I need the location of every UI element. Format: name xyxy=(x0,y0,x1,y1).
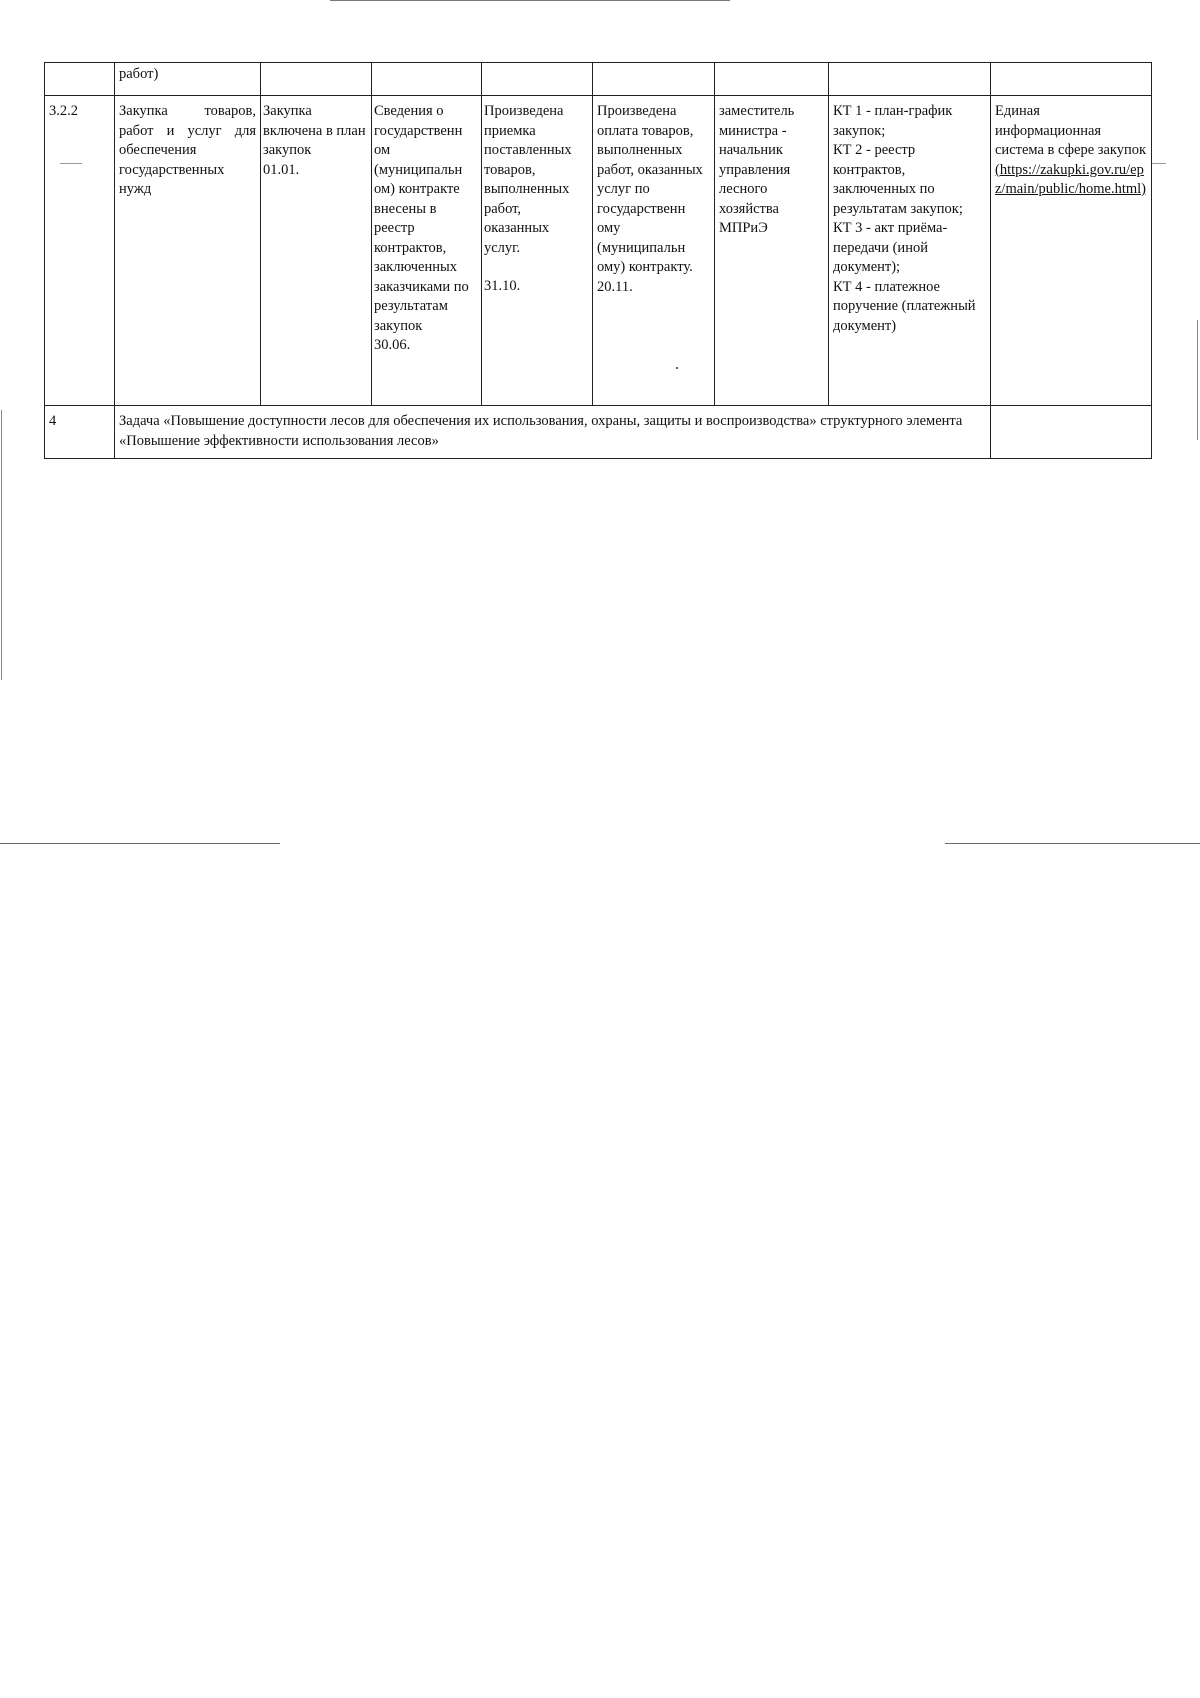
cell-empty xyxy=(593,63,715,96)
cell-empty xyxy=(45,63,115,96)
event-2-date: 30.06. xyxy=(374,337,411,353)
event-3-text: Произведена приемка поставленных товаров, выполненных работ, оказанных услуг. xyxy=(484,103,572,256)
cell-empty xyxy=(829,63,991,96)
cell-measure-name: Закупка товаров, работ и услуг для обеспечения государственных нужд xyxy=(115,96,261,406)
cell-event-1 xyxy=(261,96,372,406)
cell-empty xyxy=(372,63,482,96)
info-system-link[interactable]: (https://zakupki.gov.ru/epz/main/public/home.html) xyxy=(995,161,1147,197)
event-4-text: Произведена оплата товаров, выполненных работ, оказанных услуг по государственн ому (муниципальн ому) контракту. xyxy=(597,103,703,275)
cell-control-points: КТ 1 - план-график закупок; КТ 2 - реестр контрактов, заключенных по результатам закупок; КТ 3 - акт приёма-передачи (иной документ); КТ 4 - платежное поручение (платежный документ) xyxy=(829,96,991,406)
cell-empty xyxy=(482,63,593,96)
cell-empty xyxy=(261,63,372,96)
cell-info-system xyxy=(991,96,1152,406)
cell-row-number: 3.2.2 xyxy=(45,96,115,406)
scan-artifact-dash-right xyxy=(1152,163,1166,164)
event-1-text: Закупка включена в план закупок xyxy=(263,103,366,158)
scan-artifact-dot xyxy=(676,367,678,369)
cell-responsible: заместитель министра - начальник управления лесного хозяйства МПРиЭ xyxy=(715,96,829,406)
table-row-continued xyxy=(45,63,1152,96)
cell-event-4 xyxy=(593,96,715,406)
cell-empty xyxy=(991,63,1152,96)
plan-table xyxy=(44,62,1152,459)
table-row-4 xyxy=(45,406,1152,459)
cell-event-2 xyxy=(372,96,482,406)
scan-artifact-mid-right-line xyxy=(945,843,1200,844)
table-row-3-2-2 xyxy=(45,96,1152,406)
cell-event-3 xyxy=(482,96,593,406)
cell-task-title: Задача «Повышение доступности лесов для обеспечения их использования, охраны, защиты и воспроизводства» структурного элемента «Повышение эффективности использования лесов» xyxy=(115,406,991,459)
event-2-text: Сведения о государственн ом (муниципальн ом) контракте внесены в реестр контрактов, заключенных заказчиками по результатам закупок xyxy=(374,103,469,334)
scan-artifact-right-edge xyxy=(1197,320,1198,440)
event-4-date: 20.11. xyxy=(597,278,633,295)
scan-artifact-top-line xyxy=(330,0,730,1)
event-1-date: 01.01. xyxy=(263,161,300,178)
scan-artifact-left-edge xyxy=(1,410,2,680)
info-system-name: Единая информационная система в сфере закупок xyxy=(995,103,1147,158)
cell-empty xyxy=(991,406,1152,459)
scan-artifact-mid-left-line xyxy=(0,843,280,844)
cell-continued-name: работ) xyxy=(115,63,261,96)
cell-row-number: 4 xyxy=(45,406,115,459)
event-3-date: 31.10. xyxy=(484,278,521,294)
cell-empty xyxy=(715,63,829,96)
